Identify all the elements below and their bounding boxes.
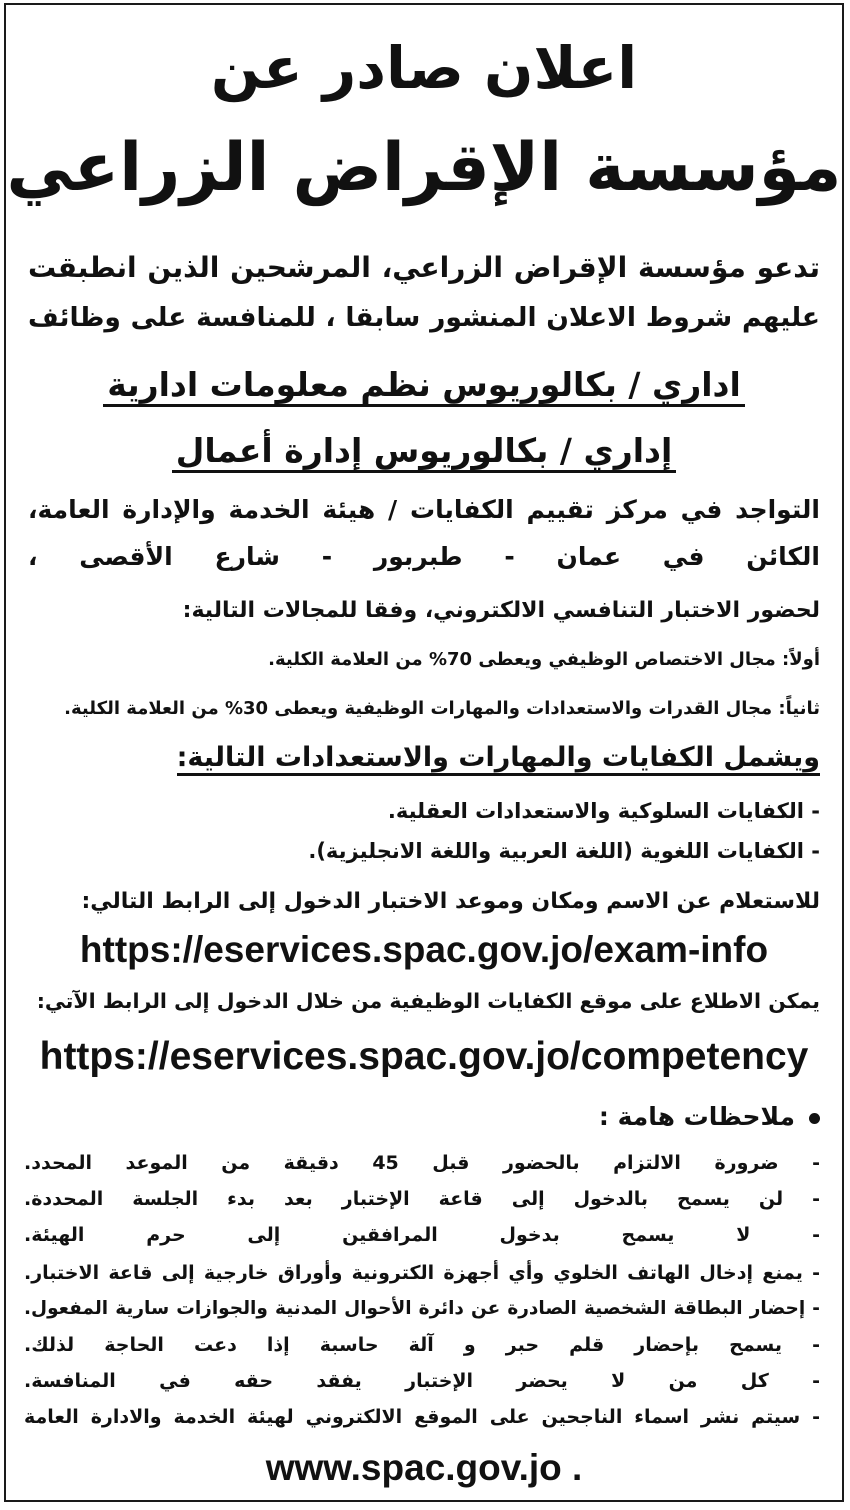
note-item: - يسمح بإحضار قلم حبر و آلة حاسبة إذا دعت الحاجة لذلك.	[24, 1334, 820, 1356]
competency-link[interactable]: https://eservices.spac.gov.jo/competency	[39, 1035, 809, 1078]
notes-heading	[28, 1099, 820, 1135]
competency-item-2: - الكفايات اللغوية (اللغة العربية واللغة الانجليزية).	[308, 839, 820, 863]
institution-name: مؤسسة الإقراض الزراعي	[6, 128, 842, 206]
competencies-heading	[28, 739, 820, 777]
note-item: - لن يسمح بالدخول إلى قاعة الإختبار بعد بدء الجلسة المحددة.	[24, 1188, 820, 1210]
note-item: - كل من لا يحضر الإختبار يفقد حقه في المنافسة.	[24, 1370, 820, 1392]
note-item: - إحضار البطاقة الشخصية الصادرة عن دائرة الأحوال المدنية والجوازات سارية المفعول.	[24, 1298, 820, 1319]
notes-heading-text: ملاحظات هامة :	[598, 1102, 795, 1131]
venue-line-2: الكائن في عمان - طبربور - شارع الأقصى ،	[28, 542, 820, 571]
intro-line-2: عليهم شروط الاعلان المنشور سابقا ، للمنافسة على وظائف	[28, 302, 820, 333]
inquiry-text: للاستعلام عن الاسم ومكان وموعد الاختبار الدخول إلى الرابط التالي:	[81, 889, 820, 914]
website-link[interactable]: www.spac.gov.jo .	[265, 1447, 583, 1488]
venue-line-1: التواجد في مركز تقييم الكفايات / هيئة الخدمة والإدارة العامة،	[28, 495, 820, 524]
announcement-title: اعلان صادر عن	[210, 34, 638, 102]
note-item: - لا يسمح بدخول المرافقين إلى حرم الهيئة.	[24, 1224, 820, 1246]
announcement-page	[4, 3, 844, 1502]
position-2-text: إداري / بكالوريوس إدارة أعمال	[172, 431, 677, 473]
intro-line-1: تدعو مؤسسة الإقراض الزراعي، المرشحين الذين انطبقت	[28, 251, 820, 284]
competency-item-1: - الكفايات السلوكية والاستعدادات العقلية.	[387, 799, 820, 823]
note-item: - ضرورة الالتزام بالحضور قبل 45 دقيقة من الموعد المحدد.	[24, 1152, 820, 1174]
bullet-icon	[809, 1113, 820, 1124]
note-item: - يمنع إدخال الهاتف الخلوي وأي أجهزة الكترونية وأوراق خارجية إلى قاعة الاختبار.	[24, 1262, 820, 1284]
exam-info-link[interactable]: https://eservices.spac.gov.jo/exam-info	[79, 929, 769, 970]
competencies-heading-text: ويشمل الكفايات والمهارات والاستعدادات التالية:	[177, 742, 820, 776]
note-item: - سيتم نشر اسماء الناجحين على الموقع الالكتروني لهيئة الخدمة والادارة العامة	[24, 1406, 820, 1428]
exam-intro: لحضور الاختبار التنافسي الالكتروني، وفقا للمجالات التالية:	[182, 598, 820, 623]
position-1-text: اداري / بكالوريوس نظم معلومات ادارية	[103, 365, 745, 407]
competency-text: يمكن الاطلاع على موقع الكفايات الوظيفية من خلال الدخول إلى الرابط الآتي:	[36, 989, 820, 1013]
position-2	[6, 429, 842, 473]
exam-first-area: أولاً: مجال الاختصاص الوظيفي ويعطى 70% من العلامة الكلية.	[268, 649, 820, 670]
exam-second-area: ثانياً: مجال القدرات والاستعدادات والمهارات الوظيفية ويعطى 30% من العلامة الكلية.	[64, 698, 820, 719]
position-1	[6, 363, 842, 407]
